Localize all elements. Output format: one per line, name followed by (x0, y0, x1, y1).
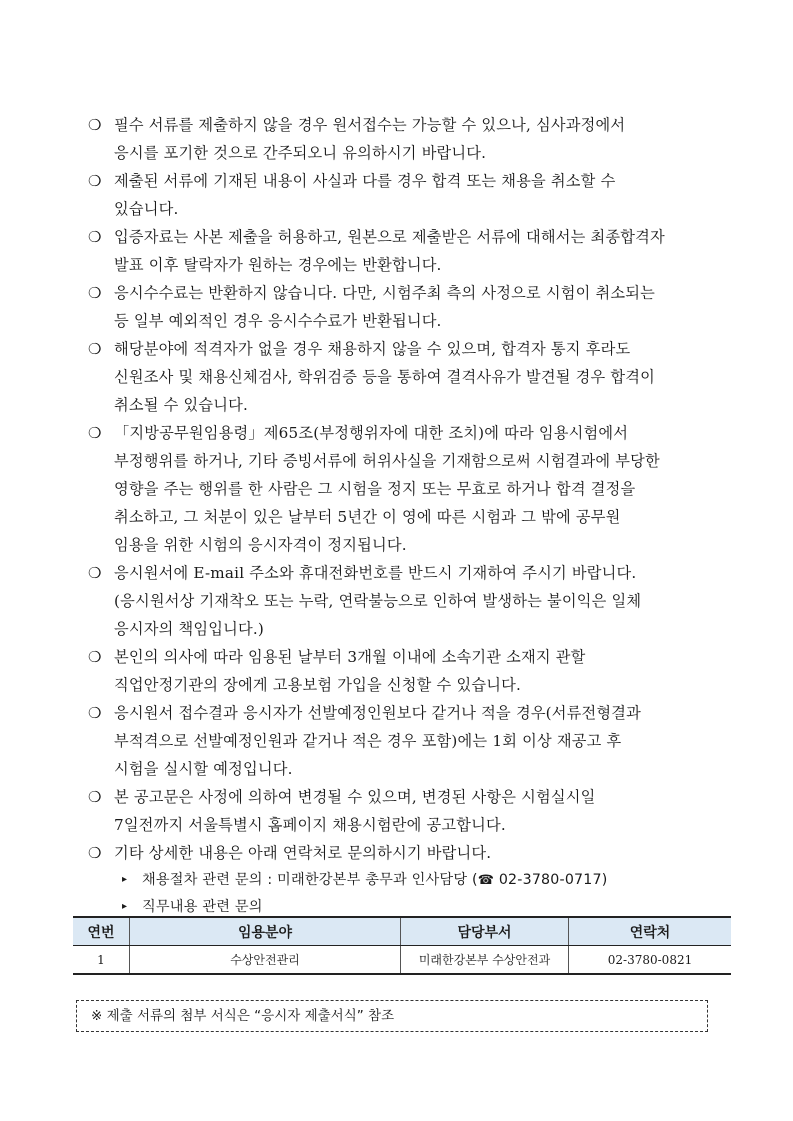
notice-line: (응시원서상 기재착오 또는 누락, 연락불능으로 인하여 발생하는 불이익은 일체 (114, 592, 642, 610)
circle-bullet-icon: ❍ (88, 704, 102, 722)
notice-line: 응시원서에 E-mail 주소와 휴대전화번호를 반드시 기재하여 주시기 바랍니다. (114, 564, 637, 582)
notice-item (88, 699, 733, 783)
column-header-number: 연번 (73, 917, 130, 946)
phone-icon: ☎ (477, 873, 495, 888)
circle-bullet-icon: ❍ (88, 116, 102, 134)
notice-list (88, 111, 733, 920)
notice-line: 부정행위를 하거나, 기타 증빙서류에 허위사실을 기재함으로써 시험결과에 부당한 (114, 452, 660, 470)
column-header-field: 임용분야 (130, 917, 401, 946)
notice-line: 응시를 포기한 것으로 간주되오니 유의하시기 바랍니다. (114, 144, 487, 162)
notice-line: 7일전까지 서울특별시 홈페이지 채용시험란에 공고합니다. (114, 816, 506, 834)
notice-item (88, 167, 733, 223)
notice-line: 발표 이후 탈락자가 원하는 경우에는 반환합니다. (114, 256, 442, 274)
notice-line: 응시자의 책임입니다.) (114, 620, 265, 638)
table-row (73, 946, 731, 975)
notice-line: 「지방공무원임용령」제65조(부정행위자에 대한 조치)에 따라 임용시험에서 (114, 424, 629, 442)
circle-bullet-icon: ❍ (88, 340, 102, 358)
circle-bullet-icon: ❍ (88, 648, 102, 666)
notice-item (88, 279, 733, 335)
cell-contact: 02-3780-0821 (569, 946, 732, 975)
notice-line: 해당분야에 적격자가 없을 경우 채용하지 않을 수 있으며, 합격자 통지 후라도 (114, 340, 631, 358)
notice-line: 응시원서 접수결과 응시자가 선발예정인원보다 같거나 적을 경우(서류전형결과 (114, 704, 642, 722)
notice-item (88, 111, 733, 167)
circle-bullet-icon: ❍ (88, 424, 102, 442)
notice-item (88, 223, 733, 279)
notice-line: 부적격으로 선발예정인원과 같거나 적은 경우 포함)에는 1회 이상 재공고 후 (114, 732, 622, 750)
cell-field: 수상안전관리 (130, 946, 401, 975)
notice-line: 취소하고, 그 처분이 있은 날부터 5년간 이 영에 따른 시험과 그 밖에 공무원 (114, 508, 621, 526)
triangle-bullet-icon: ▸ (122, 901, 128, 912)
procedure-phone: 02-3780-0717) (494, 872, 608, 888)
notice-item (88, 335, 733, 419)
notice-item (88, 643, 733, 699)
notice-line: 등 일부 예외적인 경우 응시수수료가 반환됩니다. (114, 312, 442, 330)
table-header-row (73, 917, 731, 946)
notice-line: 시험을 실시할 예정입니다. (114, 760, 293, 778)
column-header-department: 담당부서 (401, 917, 569, 946)
circle-bullet-icon: ❍ (88, 172, 102, 190)
triangle-bullet-icon: ▸ (122, 874, 128, 885)
notice-line: 응시수수료는 반환하지 않습니다. 다만, 시험주최 측의 사정으로 시험이 취소되는 (114, 284, 656, 302)
duty-inquiry-text: 직무내용 관련 문의 (142, 899, 263, 915)
notice-line: 직업안정기관의 장에게 고용보험 가입을 신청할 수 있습니다. (114, 676, 521, 694)
notice-line: 입증자료는 사본 제출을 허용하고, 원본으로 제출받은 서류에 대해서는 최종합격자 (114, 228, 665, 246)
notice-line: 필수 서류를 제출하지 않을 경우 원서접수는 가능할 수 있으나, 심사과정에서 (114, 116, 626, 134)
notice-item (88, 783, 733, 839)
circle-bullet-icon: ❍ (88, 228, 102, 246)
column-header-contact: 연락처 (569, 917, 732, 946)
notice-line: 취소될 수 있습니다. (114, 396, 249, 414)
notice-line: 제출된 서류에 기재된 내용이 사실과 다를 경우 합격 또는 채용을 취소할 수 (114, 172, 616, 190)
procedure-inquiry-text: 채용절차 관련 문의 : 미래한강본부 총무과 인사담당 ( (142, 872, 478, 888)
contact-table (73, 916, 731, 975)
notice-line: 본 공고문은 사정에 의하여 변경될 수 있으며, 변경된 사항은 시험실시일 (114, 788, 596, 806)
attachment-note: ※ 제출 서류의 첨부 서식은 “응시자 제출서식” 참조 (76, 1000, 708, 1032)
circle-bullet-icon: ❍ (88, 564, 102, 582)
procedure-inquiry (118, 867, 733, 894)
notice-line: 임용을 위한 시험의 응시자격이 정지됩니다. (114, 536, 407, 554)
notice-line: 기타 상세한 내용은 아래 연락처로 문의하시기 바랍니다. (114, 844, 492, 862)
cell-department: 미래한강본부 수상안전과 (401, 946, 569, 975)
notice-item (88, 419, 733, 559)
notice-item (88, 839, 733, 920)
notice-line: 신원조사 및 채용신체검사, 학위검증 등을 통하여 결격사유가 발견될 경우 합격이 (114, 368, 656, 386)
circle-bullet-icon: ❍ (88, 788, 102, 806)
notice-item (88, 559, 733, 643)
notice-line: 있습니다. (114, 200, 179, 218)
notice-line: 영향을 주는 행위를 한 사람은 그 시험을 정지 또는 무효로 하거나 합격 결정을 (114, 480, 636, 498)
notice-line: 본인의 의사에 따라 임용된 날부터 3개월 이내에 소속기관 소재지 관할 (114, 648, 586, 666)
circle-bullet-icon: ❍ (88, 844, 102, 862)
cell-number: 1 (73, 946, 130, 975)
circle-bullet-icon: ❍ (88, 284, 102, 302)
